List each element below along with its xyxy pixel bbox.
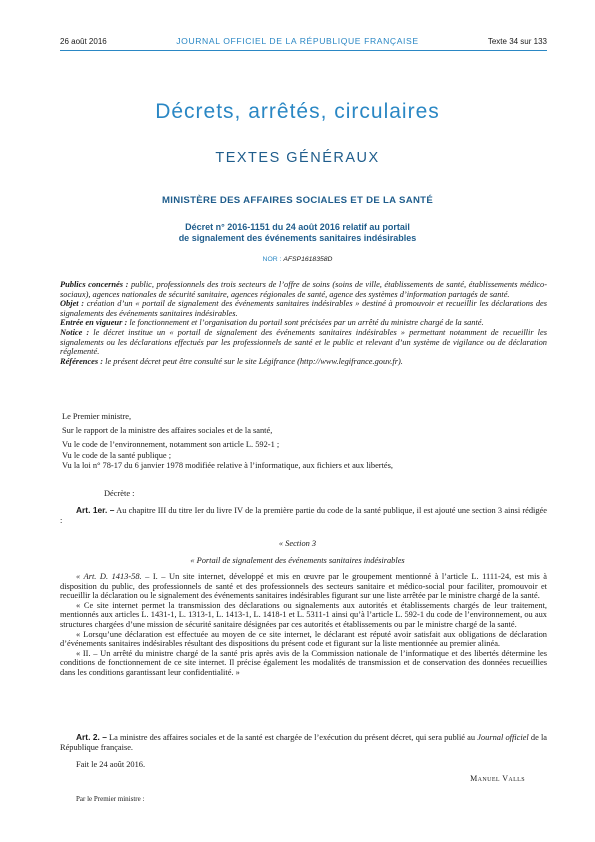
nor-reference [0, 256, 595, 263]
notice-text: création d’un « portail de signalement des événements sanitaires indésirables » destiné à promouvoir et recueillir les déclarations des signalements des événements sanitaires indésirables. [60, 299, 547, 318]
notice-notice [60, 328, 547, 357]
nor-label: NOR : [262, 256, 282, 263]
notice-references [60, 357, 547, 367]
article-2-text-after: de la République française. [60, 733, 547, 752]
section-title: Décrets, arrêtés, circulaires [155, 100, 440, 123]
sub-title: TEXTES GÉNÉRAUX [215, 150, 380, 166]
decree-title-line-1: Décret n° 2016-1151 du 24 août 2016 relatif au portail [185, 222, 410, 232]
header-divider [60, 50, 547, 51]
visa-line: Vu le code de l’environnement, notamment son article L. 592-1 ; [62, 439, 280, 449]
header-date: 26 août 2016 [60, 37, 107, 46]
notice-text: public, professionnels des trois secteurs de l’offre de soins (soins de ville, établissements de santé, établissements médico-sociaux), agences nationales de sécurité sanitaire, agences régionales de santé, agence des systèmes d’information partagés de santé. [60, 280, 547, 299]
notice-entree-vigueur [60, 318, 547, 328]
article-1 [60, 506, 547, 525]
ministry-heading: MINISTÈRE DES AFFAIRES SOCIALES ET DE LA SANTÉ [161, 195, 434, 206]
visa-line: Sur le rapport de la ministre des affaires sociales et de la santé, [62, 425, 273, 435]
visa-line: Vu la loi n° 78-17 du 6 janvier 1978 modifiée relative à l’informatique, aux fichiers et aux libertés, [62, 461, 393, 471]
article-2-paragraph [60, 733, 547, 752]
decree-title [0, 222, 595, 244]
notice-label: Références : [60, 356, 104, 366]
decree-title-line-2: de signalement des événements sanitaires indésirables [178, 233, 417, 243]
article-d-prefix: « Art. D. 1413-58. [76, 572, 142, 581]
visa-line: Vu le code de la santé publique ; [62, 450, 172, 460]
visa-line: Le Premier ministre, [62, 412, 132, 421]
article-2-journal: Journal officiel [477, 733, 529, 742]
article-d-paragraph-1 [60, 572, 547, 601]
notice-objet [60, 299, 547, 318]
article-1-number: Art. 1er. – [76, 505, 115, 515]
notice-text: le décret institue un « portail de signalement des événements sanitaires indésirables » permettant notamment de recueillir les signalements ou les déclarations effectués par les professionnels de santé et le public et relevant d’un système de vigilance ou de déclaration réglementé. [60, 327, 547, 357]
notice-label: Entrée en vigueur : [60, 318, 128, 328]
notice-label: Publics concernés : [60, 280, 129, 289]
article-d-text: – I. – Un site internet, développé et mis en œuvre par le groupement mentionné à l’article L. 1111-24, est mis à disposition du public, des professionnels de santé et des professionnels des secteurs sanitaire et médico-social pour faciliter, promouvoir et recueillir la déclaration ou le signalement des événements sanitaires indésirables figurant sur une liste arrêtée par le ministre chargé de la santé. [60, 572, 547, 601]
signatory-name: Manuel Valls [470, 774, 525, 783]
notice-text: le présent décret peut être consulté sur le site Légifrance (http://www.legifrance.gouv.fr). [103, 356, 403, 366]
nor-value: AFSP1618358D [283, 256, 333, 263]
signature-date: Fait le 24 août 2016. [76, 760, 146, 769]
article-d-paragraph-4: « II. – Un arrêté du ministre chargé de la santé pris après avis de la Commission nationale de l’informatique et des libertés détermine les conditions de fonctionnement de ce site internet. Il précise également les modalités de transmission et de conservation des données recueillies dans les conditions garantissant leur confidentialité. » [60, 648, 547, 677]
article-d-paragraph-3: « Lorsqu’une déclaration est effectuée au moyen de ce site internet, le déclarant est réputé avoir satisfait aux obligations de déclaration d’événements sanitaires indésirables résultant des dispositions du présent code et figurant sur la liste mentionnée au premier alinéa. [60, 629, 547, 649]
article-2-text-before: La ministre des affaires sociales et de la santé est chargée de l’exécution du présent décret, qui sera publié au [106, 733, 478, 742]
section-3-title: « Portail de signalement des événements sanitaires indésirables [190, 556, 405, 565]
notice-label: Notice : [60, 327, 90, 337]
header-text-number: Texte 34 sur 133 [487, 37, 547, 46]
notice-text: le fonctionnement et l’organisation du portail sont précisées par un arrêté du ministre chargé de la santé. [127, 318, 484, 328]
article-d-1413-58 [60, 572, 547, 678]
article-2-number: Art. 2. – [76, 732, 107, 742]
section-3-heading: « Section 3 [278, 539, 317, 548]
visas-block [62, 412, 547, 475]
decree-notice [60, 280, 547, 366]
article-1-paragraph [60, 506, 547, 525]
header-journal-title: JOURNAL OFFICIEL DE LA RÉPUBLIQUE FRANÇAISE [176, 36, 419, 46]
decrete-line: Décrète : [104, 489, 135, 498]
article-2 [60, 733, 547, 752]
article-d-paragraph-2: « Ce site internet permet la transmission des déclarations ou signalements aux autorités et établissements chargés de leur traitement, mentionnés aux articles L. 1431-1, L. 1313-1, L. 1413-1, L. 1418-1 et L. 5311-1 ainsi qu’à l’article L. 592-1 du code de l’environnement, ou aux structures chargées d’une mission de sécurité sanitaire désignées par ces autorités et établissements ou par le ministre chargé de la santé. [60, 600, 547, 629]
notice-label: Objet : [60, 299, 85, 309]
par-premier-ministre: Par le Premier ministre : [76, 795, 145, 803]
article-1-text: Au chapitre III du titre Ier du livre IV de la première partie du code de la santé publique, il est ajouté une section 3 ainsi rédigée : [60, 506, 547, 525]
notice-publics [60, 280, 547, 299]
